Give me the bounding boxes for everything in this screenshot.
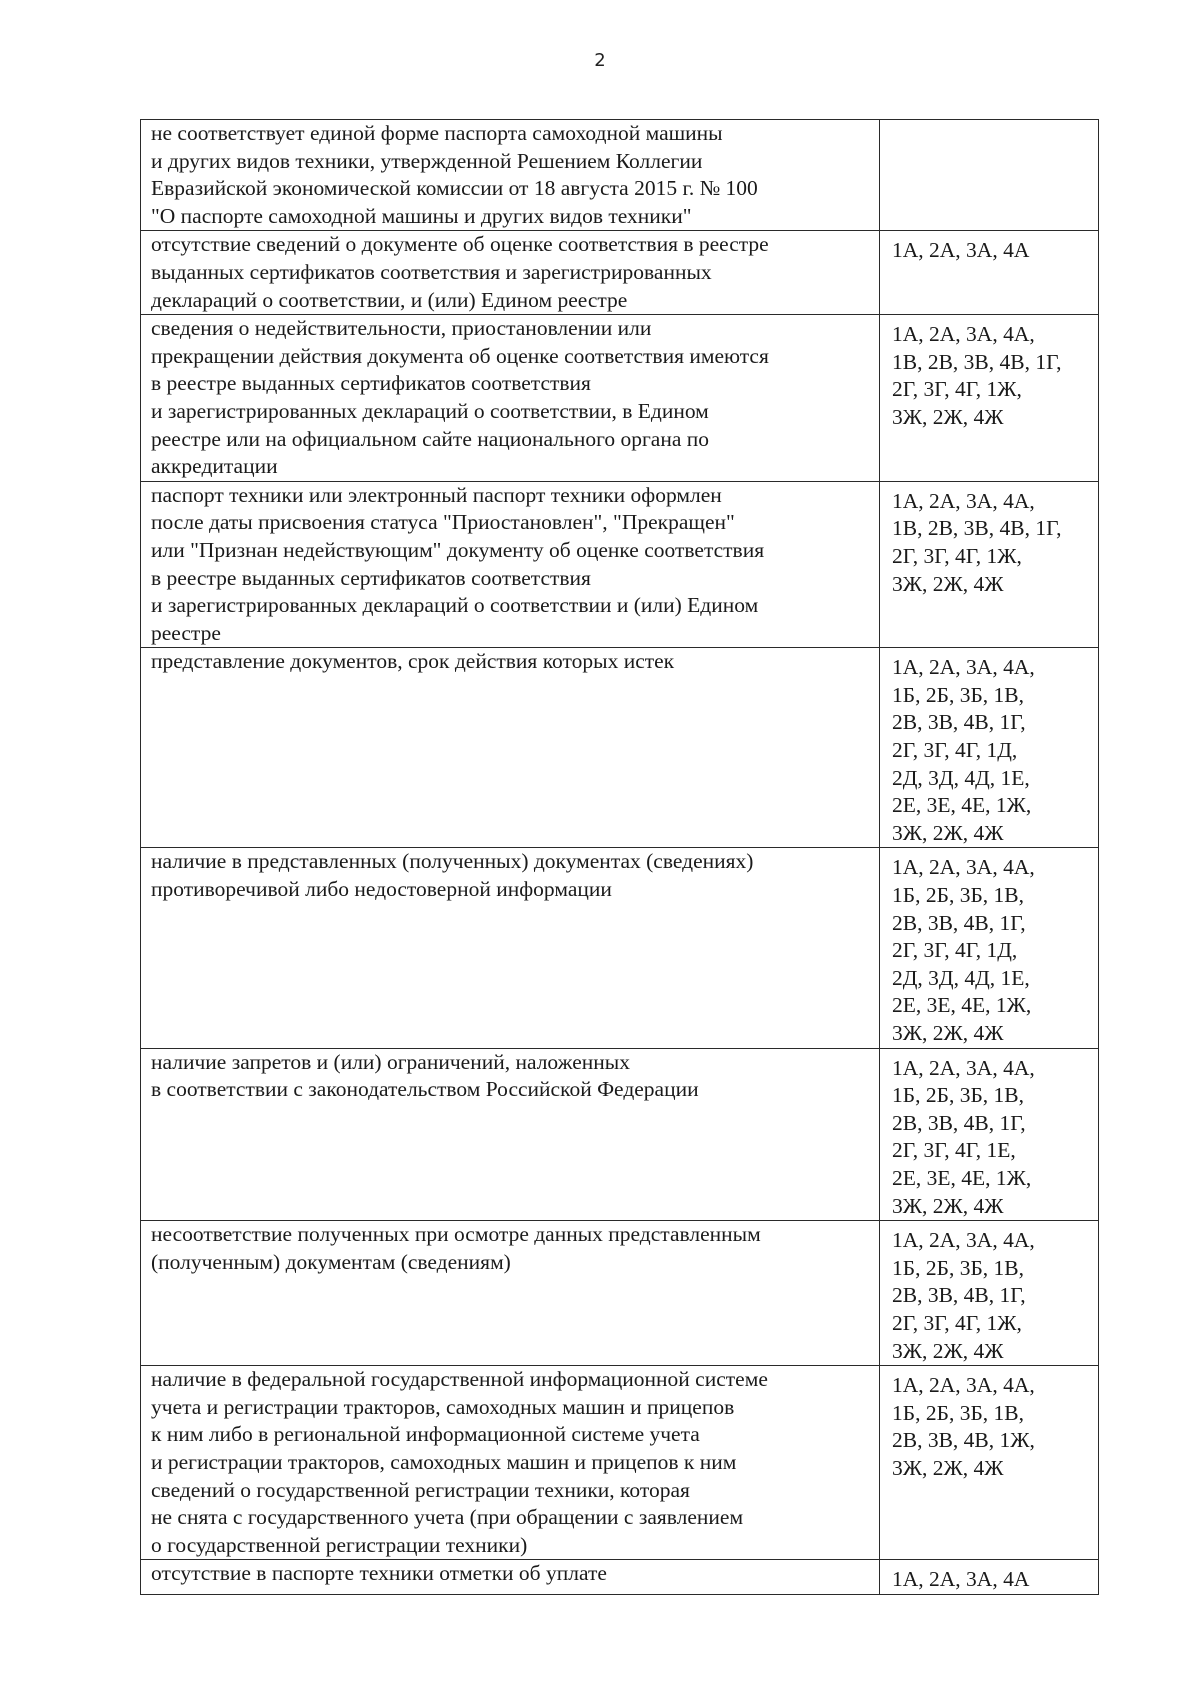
table-row: [141, 1366, 1099, 1560]
codes-cell: 1А, 2А, 3А, 4А, 1Б, 2Б, 3Б, 1В, 2В, 3В, 4В, 1Г, 2Г, 3Г, 4Г, 1Е, 2Е, 3Е, 4Е, 1Ж, 3Ж, 2Ж, 4Ж: [880, 1048, 1099, 1221]
reason-cell: наличие в представленных (полученных) документах (сведениях) противоречивой либо недостоверной информации: [141, 848, 880, 1048]
codes-cell: 1А, 2А, 3А, 4А: [880, 1560, 1099, 1595]
reason-cell: наличие запретов и (или) ограничений, наложенных в соответствии с законодательством Российской Федерации: [141, 1048, 880, 1221]
reasons-table: [140, 119, 1099, 1595]
table-row: [141, 315, 1099, 482]
table-row: [141, 648, 1099, 848]
table-row: [141, 1221, 1099, 1366]
table-row: [141, 1048, 1099, 1221]
reason-cell: отсутствие сведений о документе об оценке соответствия в реестре выданных сертификатов соответствия и зарегистрированных деклараций о соответствии, и (или) Едином реестре: [141, 231, 880, 315]
table-row: [141, 120, 1099, 231]
table-row: [141, 848, 1099, 1048]
codes-cell: 1А, 2А, 3А, 4А: [880, 231, 1099, 315]
reason-cell: наличие в федеральной государственной информационной системе учета и регистрации тракторов, самоходных машин и прицепов к ним либо в региональной информационной системе учета и регистрации тракторов, самоходных машин и прицепов к ним сведений о государственной регистрации техники, которая не снята с государственного учета (при обращении с заявлением о государственной регистрации техники): [141, 1366, 880, 1560]
codes-cell: 1А, 2А, 3А, 4А, 1В, 2В, 3В, 4В, 1Г, 2Г, 3Г, 4Г, 1Ж, 3Ж, 2Ж, 4Ж: [880, 481, 1099, 648]
reason-cell: сведения о недействительности, приостановлении или прекращении действия документа об оценке соответствия имеются в реестре выданных сертификатов соответствия и зарегистрированных деклараций о соответствии, в Едином реестре или на официальном сайте национального органа по аккредитации: [141, 315, 880, 482]
page-number: 2: [594, 50, 606, 71]
reason-cell: отсутствие в паспорте техники отметки об уплате: [141, 1560, 880, 1595]
codes-cell: [880, 120, 1099, 231]
codes-cell: 1А, 2А, 3А, 4А, 1Б, 2Б, 3Б, 1В, 2В, 3В, 4В, 1Ж, 3Ж, 2Ж, 4Ж: [880, 1366, 1099, 1560]
reason-cell: представление документов, срок действия которых истек: [141, 648, 880, 848]
reason-cell: паспорт техники или электронный паспорт техники оформлен после даты присвоения статуса "Приостановлен", "Прекращен" или "Признан недействующим" документу об оценке соответствия в реестре выданных сертификатов соответствия и зарегистрированных деклараций о соответствии и (или) Едином реестре: [141, 481, 880, 648]
reason-cell: не соответствует единой форме паспорта самоходной машины и других видов техники, утвержденной Решением Коллегии Евразийской экономической комиссии от 18 августа 2015 г. № 100 "О паспорте самоходной машины и других видов техники": [141, 120, 880, 231]
codes-cell: 1А, 2А, 3А, 4А, 1В, 2В, 3В, 4В, 1Г, 2Г, 3Г, 4Г, 1Ж, 3Ж, 2Ж, 4Ж: [880, 315, 1099, 482]
table-row: [141, 1560, 1099, 1595]
codes-cell: 1А, 2А, 3А, 4А, 1Б, 2Б, 3Б, 1В, 2В, 3В, 4В, 1Г, 2Г, 3Г, 4Г, 1Д, 2Д, 3Д, 4Д, 1Е, 2Е, 3Е, 4Е, 1Ж, 3Ж, 2Ж, 4Ж: [880, 848, 1099, 1048]
reason-cell: несоответствие полученных при осмотре данных представленным (полученным) документам (сведениям): [141, 1221, 880, 1366]
codes-cell: 1А, 2А, 3А, 4А, 1Б, 2Б, 3Б, 1В, 2В, 3В, 4В, 1Г, 2Г, 3Г, 4Г, 1Ж, 3Ж, 2Ж, 4Ж: [880, 1221, 1099, 1366]
codes-cell: 1А, 2А, 3А, 4А, 1Б, 2Б, 3Б, 1В, 2В, 3В, 4В, 1Г, 2Г, 3Г, 4Г, 1Д, 2Д, 3Д, 4Д, 1Е, 2Е, 3Е, 4Е, 1Ж, 3Ж, 2Ж, 4Ж: [880, 648, 1099, 848]
table-row: [141, 231, 1099, 315]
table-row: [141, 481, 1099, 648]
